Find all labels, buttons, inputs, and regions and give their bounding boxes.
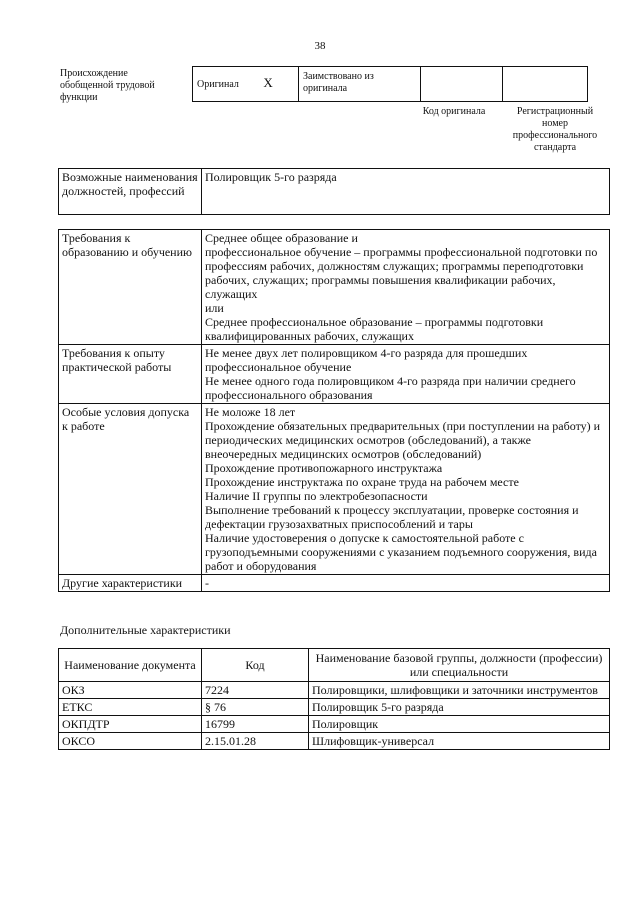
table-row — [59, 733, 610, 750]
original-code-cell — [421, 67, 503, 102]
table-cell: 16799 — [202, 716, 309, 733]
admission-label: Особые условия допуска к работе — [59, 404, 202, 575]
positions-label: Возможные наименования должностей, профессий — [59, 169, 202, 215]
value-line: или — [205, 301, 224, 315]
table-cell: Полировщик 5-го разряда — [309, 699, 610, 716]
value-line: Среднее профессиональное образование – программы подготовки квалифицированных рабочих, служащих — [205, 315, 544, 343]
value-line: профессиональное обучение – программы профессиональной подготовки по профессиям рабочих, должностям служащих; программы переподготовки рабочих, служащих; программы повышения квалификации рабочих, служащих — [205, 245, 598, 301]
table-row — [59, 716, 610, 733]
value-line: Прохождение инструктажа по охране труда на рабочем месте — [205, 475, 519, 489]
value-line: Выполнение требований к процессу эксплуатации, проверке состояния и дефектации грузозахватных приспособлений и тары — [205, 503, 579, 531]
table-row — [59, 699, 610, 716]
experience-label: Требования к опыту практической работы — [59, 345, 202, 404]
original-label: Оригинал — [197, 79, 239, 90]
other-label: Другие характеристики — [59, 575, 202, 592]
table-row — [59, 230, 610, 345]
value-line: Не менее одного года полировщиком 4-го разряда при наличии среднего профессионального образования — [205, 374, 576, 402]
value-line: Не менее двух лет полировщиком 4-го разряда для прошедших профессиональное обучение — [205, 346, 528, 374]
experience-value — [202, 345, 610, 404]
table-cell: ЕТКС — [59, 699, 202, 716]
requirements-table — [58, 229, 610, 592]
education-label: Требования к образованию и обучению — [59, 230, 202, 345]
table-cell: ОКПДТР — [59, 716, 202, 733]
positions-value: Полировщик 5-го разряда — [202, 169, 610, 215]
value-line: Наличие II группы по электробезопасности — [205, 489, 428, 503]
positions-table — [58, 168, 610, 215]
value-line: Среднее общее образование и — [205, 231, 358, 245]
extra-title: Дополнительные характеристики — [60, 623, 231, 637]
original-cell — [193, 67, 299, 102]
table-cell: § 76 — [202, 699, 309, 716]
table-row — [59, 575, 610, 592]
table-row — [59, 169, 610, 215]
admission-value — [202, 404, 610, 575]
table-cell: 7224 — [202, 682, 309, 699]
origin-label: Происхождение обобщенной трудовой функции — [60, 68, 155, 103]
extra-table — [58, 648, 610, 750]
table-row — [59, 404, 610, 575]
table-cell: 2.15.01.28 — [202, 733, 309, 750]
table-row — [59, 345, 610, 404]
table-cell: Полировщик — [309, 716, 610, 733]
origin-table — [192, 66, 588, 102]
table-row — [59, 682, 610, 699]
code-caption: Код оригинала — [422, 106, 486, 117]
education-value — [202, 230, 610, 345]
value-line: - — [205, 576, 209, 590]
other-value — [202, 575, 610, 592]
value-line: Не моложе 18 лет — [205, 405, 296, 419]
column-header: Наименование документа — [59, 649, 202, 682]
table-header-row — [59, 649, 610, 682]
value-line: Прохождение противопожарного инструктажа — [205, 461, 443, 475]
table-cell: ОКЗ — [59, 682, 202, 699]
borrowed-cell: Заимствовано из оригинала — [299, 67, 421, 102]
registration-number-cell — [503, 67, 588, 102]
table-cell: Полировщики, шлифовщики и заточники инструментов — [309, 682, 610, 699]
value-line: Наличие удостоверения о допуске к самостоятельной работе с грузоподъемными сооружениями с указанием подъемного сооружения, вида работ и оборудования — [205, 531, 597, 573]
table-cell: ОКСО — [59, 733, 202, 750]
value-line: Прохождение обязательных предварительных (при поступлении на работу) и периодических медицинских осмотров (обследований), а также внеочередных медицинских осмотров (обследований) — [205, 419, 601, 461]
reg-caption: Регистрационный номер профессионального стандарта — [512, 106, 598, 153]
page-number: 38 — [314, 40, 326, 52]
column-header: Код — [202, 649, 309, 682]
table-cell: Шлифовщик-универсал — [309, 733, 610, 750]
original-mark: X — [263, 75, 273, 90]
column-header: Наименование базовой группы, должности (профессии) или специальности — [309, 649, 610, 682]
